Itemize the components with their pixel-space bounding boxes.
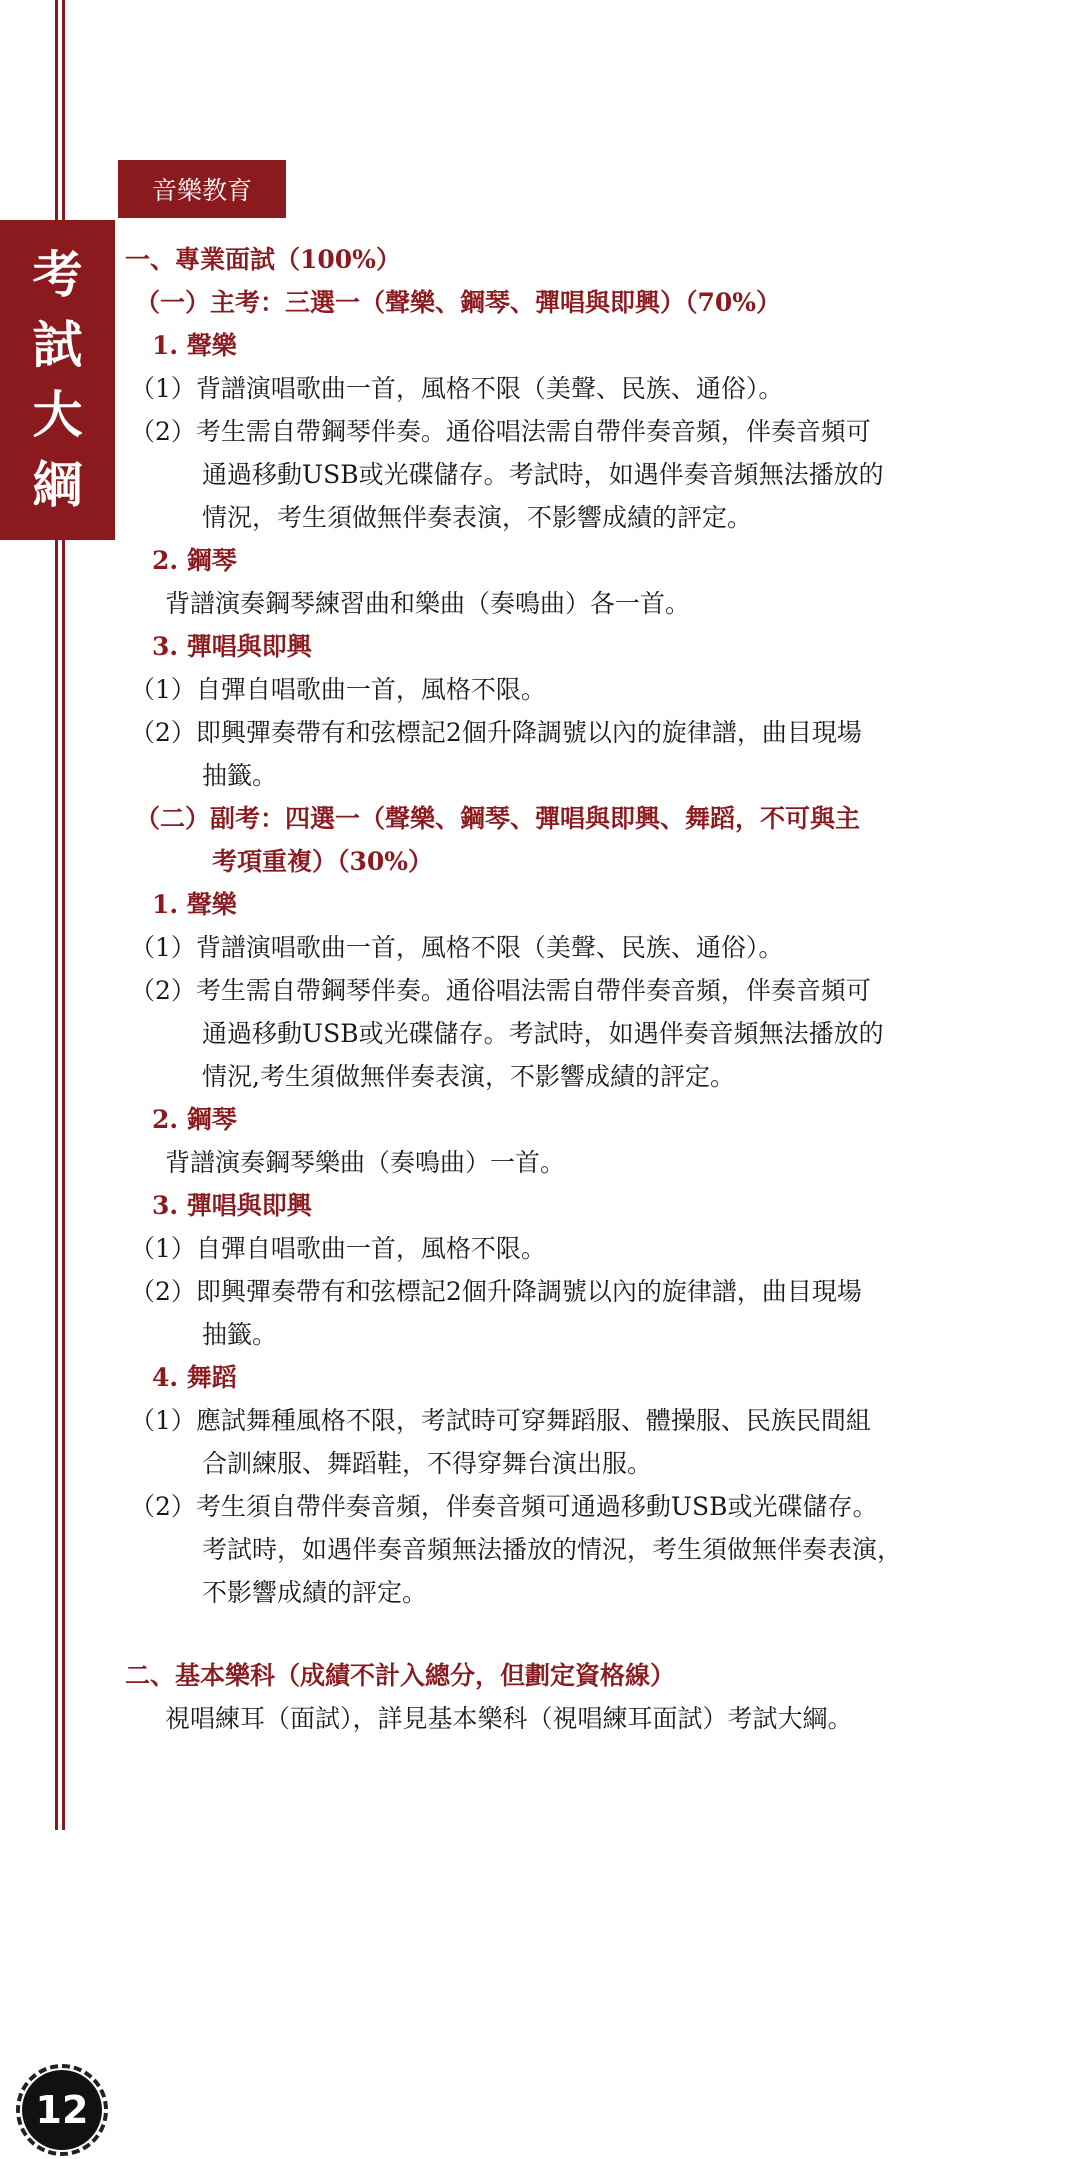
section-heading: （一）主考：三選一（聲樂、鋼琴、彈唱與即興）（70%）	[135, 288, 782, 317]
side-title-char: 考	[32, 245, 83, 304]
body-line: 抽籤。	[202, 1320, 278, 1349]
body-line: 情況，考生須做無伴奏表演，不影響成績的評定。	[202, 503, 753, 532]
section-heading: 2. 鋼琴	[152, 546, 237, 575]
body-line: （2）即興彈奏帶有和弦標記2個升降調號以內的旋律譜，曲目現場	[130, 718, 862, 747]
body-line: 情況,考生須做無伴奏表演，不影響成績的評定。	[202, 1062, 735, 1091]
section-heading: 2. 鋼琴	[152, 1105, 237, 1134]
body-line	[130, 1614, 1030, 1654]
syllabus-content	[125, 238, 1030, 1740]
side-title-char: 綱	[32, 455, 83, 514]
section-heading: （二）副考：四選一（聲樂、鋼琴、彈唱與即興、舞蹈，不可與主	[135, 804, 861, 833]
section-heading: 4. 舞蹈	[152, 1363, 237, 1392]
body-line: 通過移動USB或光碟儲存。考試時，如遇伴奏音頻無法播放的	[202, 1019, 884, 1048]
body-line: 不影響成績的評定。	[202, 1578, 428, 1607]
section-heading: 3. 彈唱與即興	[152, 1191, 312, 1220]
body-line: （2）考生須自帶伴奏音頻，伴奏音頻可通過移動USB或光碟儲存。	[130, 1492, 878, 1521]
body-line: （1）應試舞種風格不限，考試時可穿舞蹈服、體操服、民族民間組	[130, 1406, 871, 1435]
body-line: （1）自彈自唱歌曲一首，風格不限。	[130, 1234, 546, 1263]
section-tag: 音樂教育	[118, 160, 286, 218]
side-title-char: 試	[32, 315, 83, 374]
body-line: （2）考生需自帶鋼琴伴奏。通俗唱法需自帶伴奏音頻，伴奏音頻可	[130, 417, 871, 446]
body-line: （1）背譜演唱歌曲一首，風格不限（美聲、民族、通俗）。	[130, 374, 784, 403]
side-title-char: 大	[32, 385, 83, 444]
body-line: 視唱練耳（面試），詳見基本樂科（視唱練耳面試）考試大綱。	[165, 1704, 853, 1733]
section-heading: 考項重複）（30%）	[212, 847, 434, 876]
section-heading: 二、基本樂科（成績不計入總分，但劃定資格線）	[125, 1661, 676, 1690]
body-line: （2）即興彈奏帶有和弦標記2個升降調號以內的旋律譜，曲目現場	[130, 1277, 862, 1306]
body-line: 考試時，如遇伴奏音頻無法播放的情況，考生須做無伴奏表演，	[202, 1535, 903, 1564]
section-heading: 1. 聲樂	[152, 890, 237, 919]
body-line: （1）自彈自唱歌曲一首，風格不限。	[130, 675, 546, 704]
body-line: （2）考生需自帶鋼琴伴奏。通俗唱法需自帶伴奏音頻，伴奏音頻可	[130, 976, 871, 1005]
body-line: 通過移動USB或光碟儲存。考試時，如遇伴奏音頻無法播放的	[202, 460, 884, 489]
body-line: 背譜演奏鋼琴樂曲（奏鳴曲）一首。	[165, 1148, 566, 1177]
body-line: （1）背譜演唱歌曲一首，風格不限（美聲、民族、通俗）。	[130, 933, 784, 962]
body-line: 合訓練服、舞蹈鞋，不得穿舞台演出服。	[202, 1449, 653, 1478]
side-title-tab	[0, 220, 115, 540]
body-line: 背譜演奏鋼琴練習曲和樂曲（奏鳴曲）各一首。	[165, 589, 691, 618]
section-heading: 1. 聲樂	[152, 331, 237, 360]
section-heading: 一、專業面試（100%）	[125, 245, 401, 274]
page-number: 12	[22, 2070, 102, 2150]
section-heading: 3. 彈唱與即興	[152, 632, 312, 661]
body-line: 抽籤。	[202, 761, 278, 790]
